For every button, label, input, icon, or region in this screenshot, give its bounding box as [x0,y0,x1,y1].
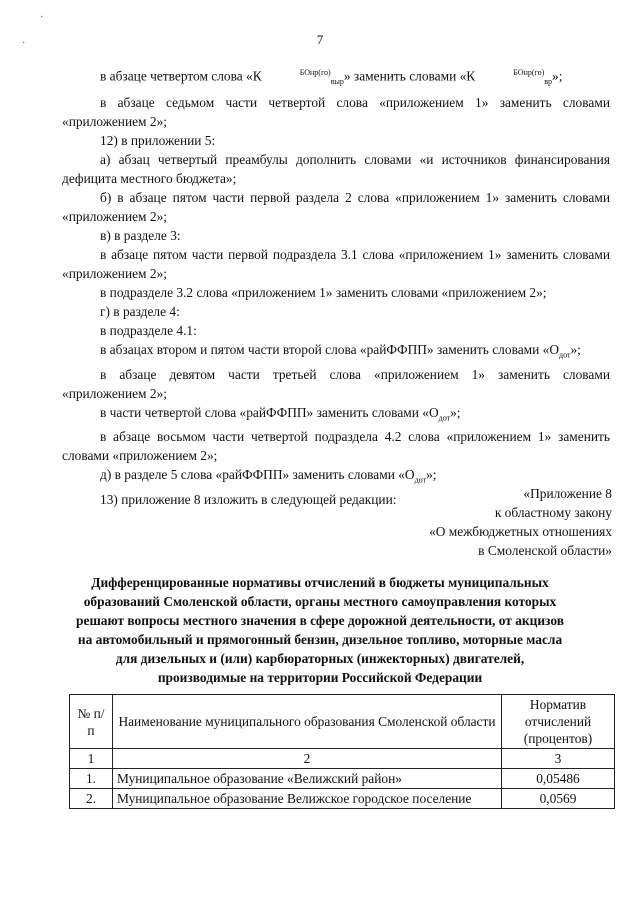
row-name: Муниципальное образование «Велижский район» [113,769,502,789]
paragraph: в абзаце седьмом части четвертой слова «приложением 1» заменить словами «приложением 2»; [62,95,610,130]
paragraph [62,62,610,93]
header-number: № п/п [70,695,113,749]
page-number: 7 [316,32,324,47]
text-run: д) в разделе 5 слова «райФФПП» заменить словами «О [100,467,415,483]
text-run: » заменить словами «К [343,68,476,84]
subscript: вр [544,77,553,87]
paragraph: г) в разделе 4: [100,304,180,320]
text-run: »; [450,404,461,420]
text-run: в абзаце четвертом слова «К [100,68,262,84]
table-row [70,769,615,789]
index-cell: 2 [113,749,502,769]
paragraph: в подразделе 4.1: [100,323,197,339]
paragraph [62,340,610,365]
subscript: дот [438,413,451,423]
scan-mark: · [40,12,44,23]
row-value: 0,0569 [502,789,615,809]
paragraph: в абзаце девятом части третьей слова «приложением 1» заменить словами «приложением 2»; [62,366,610,401]
table-row [70,789,615,809]
paragraph: в абзаце восьмом части четвертой подраздела 4.2 слова «приложением 1» заменить словами «приложением 2»; [62,429,610,464]
paragraph: 12) в приложении 5: [100,133,216,149]
text-run: »; [552,68,563,84]
paragraph: в подразделе 3.2 слова «приложением 1» заменить словами «приложением 2»; [100,285,547,301]
document-title: Дифференцированные нормативы отчислений в бюджеты муниципальных образований Смоленской области, органы местного самоуправления которых решают вопросы местного значения в сфере дорожной деятельности, от акцизов на автомобильный и прямогонный бензин, дизельное топливо, моторные масла для дизельных и (или) карбюраторных (инжекторных) двигателей, производимые на территории Российской Федерации [76,575,564,685]
header-norm: Норматив отчислений (процентов) [502,695,615,749]
paragraph: 13) приложение 8 изложить в следующей редакции: [100,492,397,508]
row-name: Муниципальное образование Велижское городское поселение [113,789,502,809]
subscript: выр [330,77,344,87]
text-run: »; [570,342,581,358]
text-run: в абзацах втором и пятом части второй слова «райФФПП» заменить словами «О [100,342,560,358]
paragraph [62,403,610,428]
superscript: нр(го) [310,68,331,77]
appendix-header [429,484,612,560]
superscript: БО [299,68,311,77]
text-run: »; [426,467,437,483]
row-number: 1. [70,769,113,789]
scan-mark: · [22,38,26,49]
index-cell: 3 [502,749,615,769]
formula [262,62,344,93]
paragraph: а) абзац четвертый преамбулы дополнить словами «и источников финансирования дефицита местного бюджета»; [62,152,610,187]
paragraph: в абзаце пятом части первой подраздела 3.1 слова «приложением 1» заменить словами «приложением 2»; [62,247,610,282]
superscript: БО [513,68,524,77]
superscript: нр(го) [523,68,545,77]
index-cell: 1 [70,749,113,769]
appendix-line: «О межбюджетных отношениях [429,524,612,539]
subscript: дот [559,350,571,360]
paragraph: в) в разделе 3: [100,228,181,244]
subscript: дот [414,476,427,486]
appendix-line: к областному закону [494,505,612,520]
amendment-text [62,56,610,509]
table-index-row [70,749,615,769]
table-header-row [70,695,615,749]
appendix-line: «Приложение 8 [523,486,612,501]
paragraph: б) в абзаце пятом части первой раздела 2 слова «приложением 1» заменить словами «приложением 2»; [62,190,610,225]
row-value: 0,05486 [502,769,615,789]
appendix-line: в Смоленской области» [478,543,612,558]
norms-table [69,694,615,809]
header-name: Наименование муниципального образования Смоленской области [113,695,502,749]
row-number: 2. [70,789,113,809]
formula [475,62,552,93]
text-run: в части четвертой слова «райФФПП» заменить словами «О [100,404,439,420]
